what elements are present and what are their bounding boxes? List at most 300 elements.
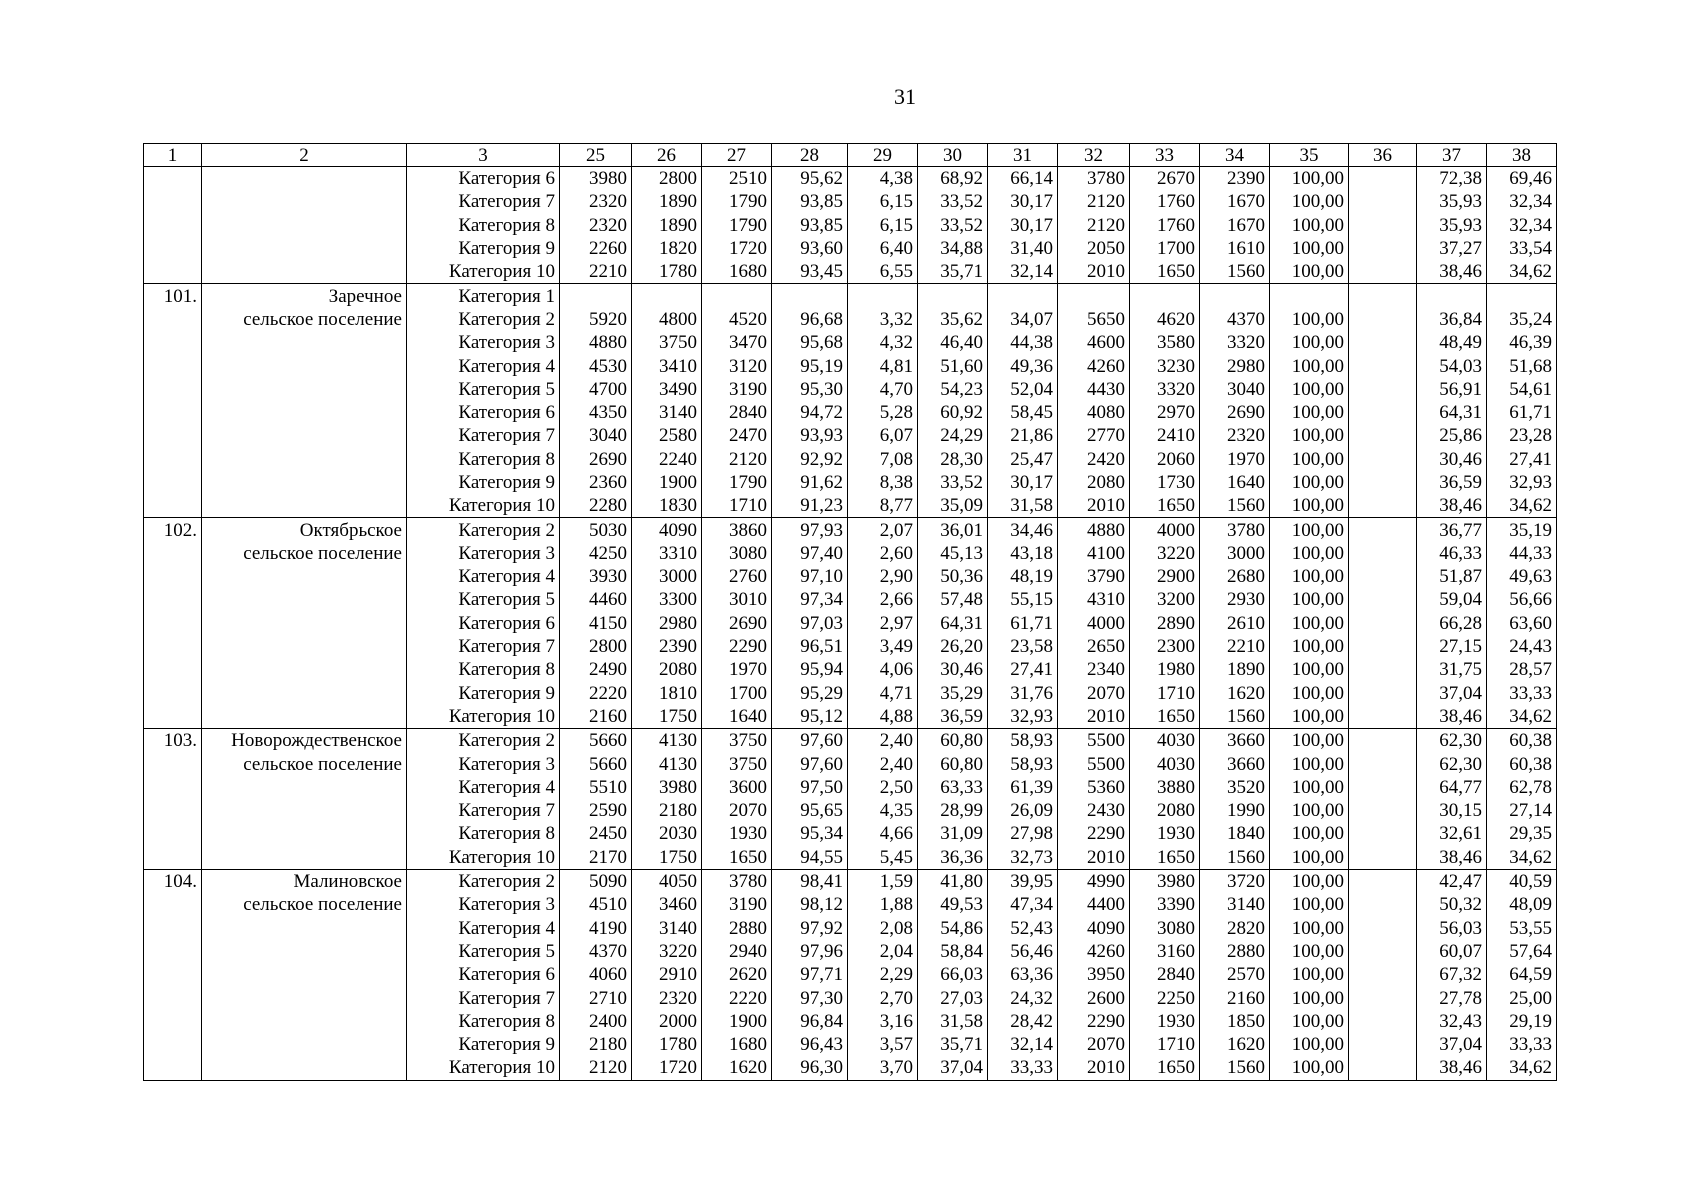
value-cell: 1890 [632,190,702,213]
value-cell [1349,471,1417,494]
value-cell: 1750 [632,705,702,729]
settlement-number [144,682,202,705]
value-cell: 95,30 [772,378,848,401]
value-cell: 2690 [702,612,772,635]
settlement-name [202,682,407,705]
value-cell [1349,635,1417,658]
value-cell: 4530 [560,354,632,377]
category-cell: Категория 2 [407,518,560,542]
value-cell: 34,88 [918,237,988,260]
value-cell: 3000 [632,565,702,588]
value-cell: 2,07 [848,518,918,542]
value-cell: 95,62 [772,167,848,191]
value-cell: 5660 [560,752,632,775]
column-header: 34 [1200,144,1270,167]
category-cell: Категория 9 [407,682,560,705]
value-cell: 35,71 [918,1033,988,1056]
value-cell: 4100 [1058,542,1130,565]
value-cell: 30,17 [988,190,1058,213]
value-cell: 35,93 [1417,190,1487,213]
value-cell: 4130 [632,729,702,753]
settlement-name [202,635,407,658]
value-cell: 100,00 [1270,214,1349,237]
value-cell: 3390 [1130,893,1200,916]
category-cell: Категория 6 [407,167,560,191]
value-cell: 4370 [1200,308,1270,331]
settlement-name [202,963,407,986]
table-row [144,260,1557,284]
value-cell: 62,78 [1487,776,1557,799]
value-cell: 60,38 [1487,752,1557,775]
category-cell: Категория 3 [407,331,560,354]
value-cell: 32,73 [988,846,1058,870]
value-cell: 36,77 [1417,518,1487,542]
value-cell [1349,940,1417,963]
value-cell: 1930 [1130,822,1200,845]
value-cell: 55,15 [988,588,1058,611]
value-cell: 1620 [1200,682,1270,705]
value-cell: 1900 [702,1010,772,1033]
value-cell: 38,46 [1417,1056,1487,1080]
value-cell: 2650 [1058,635,1130,658]
value-cell: 2120 [1058,214,1130,237]
value-cell: 100,00 [1270,167,1349,191]
value-cell: 52,43 [988,917,1058,940]
value-cell: 45,13 [918,542,988,565]
value-cell: 1560 [1200,705,1270,729]
table-row [144,635,1557,658]
value-cell: 32,93 [1487,471,1557,494]
value-cell: 27,14 [1487,799,1557,822]
value-cell: 100,00 [1270,448,1349,471]
value-cell: 1,59 [848,869,918,893]
value-cell: 2,40 [848,752,918,775]
column-header: 27 [702,144,772,167]
value-cell: 32,14 [988,260,1058,284]
settlement-number [144,1033,202,1056]
value-cell: 4,81 [848,354,918,377]
value-cell: 1,88 [848,893,918,916]
value-cell: 1670 [1200,214,1270,237]
value-cell: 2010 [1058,1056,1130,1080]
value-cell [1349,893,1417,916]
value-cell: 8,77 [848,494,918,518]
value-cell: 91,62 [772,471,848,494]
value-cell: 46,39 [1487,331,1557,354]
value-cell: 96,68 [772,308,848,331]
value-cell: 97,92 [772,917,848,940]
value-cell: 1650 [1130,1056,1200,1080]
value-cell: 100,00 [1270,658,1349,681]
value-cell: 2360 [560,471,632,494]
value-cell: 1780 [632,1033,702,1056]
value-cell: 4030 [1130,729,1200,753]
settlement-number [144,378,202,401]
value-cell: 3930 [560,565,632,588]
value-cell: 52,04 [988,378,1058,401]
settlement-name [202,776,407,799]
value-cell: 2980 [632,612,702,635]
value-cell: 100,00 [1270,424,1349,447]
value-cell: 97,30 [772,986,848,1009]
value-cell: 1650 [1130,494,1200,518]
value-cell: 93,60 [772,237,848,260]
value-cell: 2,50 [848,776,918,799]
table-row [144,518,1557,542]
value-cell [1349,494,1417,518]
value-cell: 100,00 [1270,729,1349,753]
page-number: 31 [894,84,916,109]
value-cell: 3000 [1200,542,1270,565]
value-cell: 31,58 [988,494,1058,518]
value-cell: 2420 [1058,448,1130,471]
value-cell: 1850 [1200,1010,1270,1033]
value-cell: 36,84 [1417,308,1487,331]
settlement-number [144,354,202,377]
value-cell: 2120 [560,1056,632,1080]
value-cell: 100,00 [1270,308,1349,331]
column-header: 1 [144,144,202,167]
value-cell: 1900 [632,471,702,494]
value-cell: 100,00 [1270,471,1349,494]
value-cell: 91,23 [772,494,848,518]
column-header: 37 [1417,144,1487,167]
value-cell: 46,33 [1417,542,1487,565]
value-cell: 5090 [560,869,632,893]
value-cell: 27,78 [1417,986,1487,1009]
value-cell: 100,00 [1270,986,1349,1009]
value-cell: 3190 [702,378,772,401]
settlement-number [144,214,202,237]
settlement-name [202,565,407,588]
value-cell: 3750 [632,331,702,354]
value-cell: 3980 [1130,869,1200,893]
value-cell: 2,97 [848,612,918,635]
value-cell: 3520 [1200,776,1270,799]
value-cell: 96,51 [772,635,848,658]
value-cell [1349,424,1417,447]
value-cell: 95,65 [772,799,848,822]
category-cell: Категория 9 [407,1033,560,1056]
value-cell: 94,72 [772,401,848,424]
settlement-number [144,986,202,1009]
value-cell: 2510 [702,167,772,191]
value-cell: 64,59 [1487,963,1557,986]
value-cell: 3040 [1200,378,1270,401]
value-cell: 3880 [1130,776,1200,799]
table-row [144,378,1557,401]
settlement-name [202,612,407,635]
settlement-name [202,378,407,401]
value-cell: 34,62 [1487,1056,1557,1080]
value-cell: 32,34 [1487,190,1557,213]
value-cell: 51,87 [1417,565,1487,588]
table-row [144,963,1557,986]
value-cell: 3080 [1130,917,1200,940]
column-header: 26 [632,144,702,167]
value-cell: 50,36 [918,565,988,588]
settlement-name [202,658,407,681]
value-cell: 25,86 [1417,424,1487,447]
settlement-number [144,260,202,284]
value-cell [560,284,632,308]
value-cell: 49,36 [988,354,1058,377]
value-cell [1349,190,1417,213]
value-cell [1349,167,1417,191]
value-cell: 4,66 [848,822,918,845]
table-row [144,448,1557,471]
value-cell: 32,61 [1417,822,1487,845]
value-cell: 4000 [1130,518,1200,542]
value-cell: 2120 [702,448,772,471]
value-cell: 31,58 [918,1010,988,1033]
value-cell: 3600 [702,776,772,799]
value-cell: 2220 [560,682,632,705]
value-cell [1349,846,1417,870]
value-cell: 3140 [1200,893,1270,916]
category-cell: Категория 4 [407,776,560,799]
value-cell: 7,08 [848,448,918,471]
value-cell [1349,308,1417,331]
value-cell: 34,62 [1487,260,1557,284]
value-cell [1349,986,1417,1009]
settlement-number: 101. [144,284,202,308]
value-cell: 30,46 [1417,448,1487,471]
value-cell: 39,95 [988,869,1058,893]
value-cell: 2710 [560,986,632,1009]
value-cell: 1720 [632,1056,702,1080]
value-cell: 2210 [1200,635,1270,658]
table-row [144,776,1557,799]
settlement-number [144,308,202,331]
category-cell: Категория 5 [407,940,560,963]
value-cell: 35,09 [918,494,988,518]
value-cell: 2300 [1130,635,1200,658]
value-cell: 24,32 [988,986,1058,1009]
value-cell: 3780 [1058,167,1130,191]
value-cell: 44,33 [1487,542,1557,565]
value-cell: 97,03 [772,612,848,635]
value-cell: 93,85 [772,214,848,237]
value-cell: 1650 [1130,846,1200,870]
value-cell: 2170 [560,846,632,870]
category-cell: Категория 8 [407,658,560,681]
value-cell: 1610 [1200,237,1270,260]
value-cell: 2010 [1058,494,1130,518]
settlement-number [144,1056,202,1080]
settlement-name: сельское поселение [202,893,407,916]
table-row [144,729,1557,753]
settlement-number [144,494,202,518]
value-cell: 62,30 [1417,752,1487,775]
table-row [144,494,1557,518]
settlement-number: 104. [144,869,202,893]
table-row [144,565,1557,588]
value-cell: 4880 [1058,518,1130,542]
value-cell: 3300 [632,588,702,611]
value-cell: 32,93 [988,705,1058,729]
value-cell: 1640 [702,705,772,729]
value-cell: 4510 [560,893,632,916]
settlement-number [144,846,202,870]
value-cell: 1560 [1200,260,1270,284]
value-cell: 2880 [1200,940,1270,963]
value-cell: 35,29 [918,682,988,705]
value-cell: 3320 [1130,378,1200,401]
value-cell: 4250 [560,542,632,565]
table-row [144,799,1557,822]
value-cell [1349,776,1417,799]
category-cell: Категория 10 [407,846,560,870]
value-cell: 25,47 [988,448,1058,471]
value-cell: 1980 [1130,658,1200,681]
value-cell: 33,52 [918,471,988,494]
value-cell: 61,71 [1487,401,1557,424]
value-cell: 38,46 [1417,705,1487,729]
settlement-name [202,986,407,1009]
value-cell: 1750 [632,846,702,870]
value-cell: 3580 [1130,331,1200,354]
value-cell: 4400 [1058,893,1130,916]
column-header: 31 [988,144,1058,167]
value-cell: 1790 [702,214,772,237]
settlement-name [202,705,407,729]
value-cell: 27,03 [918,986,988,1009]
value-cell: 68,92 [918,167,988,191]
value-cell: 54,23 [918,378,988,401]
value-cell: 1830 [632,494,702,518]
value-cell: 36,59 [1417,471,1487,494]
value-cell: 3490 [632,378,702,401]
category-cell: Категория 10 [407,705,560,729]
value-cell: 100,00 [1270,752,1349,775]
value-cell: 2450 [560,822,632,845]
value-cell: 1560 [1200,494,1270,518]
value-cell [1349,448,1417,471]
value-cell: 6,55 [848,260,918,284]
column-header: 3 [407,144,560,167]
value-cell: 1710 [1130,1033,1200,1056]
value-cell: 97,10 [772,565,848,588]
value-cell: 54,03 [1417,354,1487,377]
value-cell [702,284,772,308]
table-row [144,752,1557,775]
value-cell: 93,45 [772,260,848,284]
value-cell: 6,15 [848,214,918,237]
value-cell: 96,84 [772,1010,848,1033]
settlement-name [202,331,407,354]
value-cell: 100,00 [1270,869,1349,893]
category-cell: Категория 4 [407,354,560,377]
value-cell [1349,963,1417,986]
table-row [144,284,1557,308]
value-cell: 36,01 [918,518,988,542]
value-cell: 2890 [1130,612,1200,635]
category-cell: Категория 8 [407,1010,560,1033]
value-cell: 8,38 [848,471,918,494]
value-cell: 93,93 [772,424,848,447]
value-cell: 2400 [560,1010,632,1033]
value-cell: 3,49 [848,635,918,658]
value-cell: 35,24 [1487,308,1557,331]
value-cell: 100,00 [1270,822,1349,845]
value-cell [772,284,848,308]
category-cell: Категория 5 [407,588,560,611]
value-cell: 66,14 [988,167,1058,191]
value-cell: 60,80 [918,752,988,775]
value-cell: 3080 [702,542,772,565]
value-cell: 3190 [702,893,772,916]
value-cell: 2120 [1058,190,1130,213]
value-cell: 1930 [1130,1010,1200,1033]
table-row [144,1033,1557,1056]
value-cell: 2070 [1058,1033,1130,1056]
settlement-number [144,776,202,799]
column-header: 30 [918,144,988,167]
value-cell: 64,77 [1417,776,1487,799]
value-cell: 96,30 [772,1056,848,1080]
value-cell: 4,38 [848,167,918,191]
value-cell: 37,27 [1417,237,1487,260]
value-cell: 100,00 [1270,917,1349,940]
table-row [144,354,1557,377]
value-cell: 2590 [560,799,632,822]
value-cell: 37,04 [918,1056,988,1080]
value-cell: 4,06 [848,658,918,681]
value-cell: 2840 [1130,963,1200,986]
value-cell: 1780 [632,260,702,284]
value-cell: 3,70 [848,1056,918,1080]
value-cell: 4880 [560,331,632,354]
value-cell: 1650 [1130,260,1200,284]
value-cell: 5,45 [848,846,918,870]
value-cell [1349,565,1417,588]
value-cell: 4190 [560,917,632,940]
value-cell: 97,93 [772,518,848,542]
value-cell: 2840 [702,401,772,424]
settlement-name [202,917,407,940]
settlement-number [144,1010,202,1033]
value-cell: 4030 [1130,752,1200,775]
value-cell [1349,331,1417,354]
value-cell: 37,04 [1417,682,1487,705]
value-cell: 1670 [1200,190,1270,213]
value-cell: 33,52 [918,214,988,237]
table-row [144,167,1557,191]
settlement-name [202,494,407,518]
value-cell [1349,588,1417,611]
table-row [144,424,1557,447]
value-cell: 100,00 [1270,846,1349,870]
value-cell: 2000 [632,1010,702,1033]
value-cell: 2670 [1130,167,1200,191]
value-cell: 26,20 [918,635,988,658]
category-cell: Категория 2 [407,869,560,893]
table-row [144,331,1557,354]
table-row [144,214,1557,237]
value-cell: 36,59 [918,705,988,729]
value-cell: 2290 [1058,1010,1130,1033]
value-cell: 3980 [560,167,632,191]
value-cell [1349,260,1417,284]
value-cell: 100,00 [1270,1010,1349,1033]
value-cell: 97,96 [772,940,848,963]
value-cell: 4090 [632,518,702,542]
value-cell: 100,00 [1270,494,1349,518]
value-cell: 31,75 [1417,658,1487,681]
value-cell: 2690 [560,448,632,471]
value-cell: 31,40 [988,237,1058,260]
